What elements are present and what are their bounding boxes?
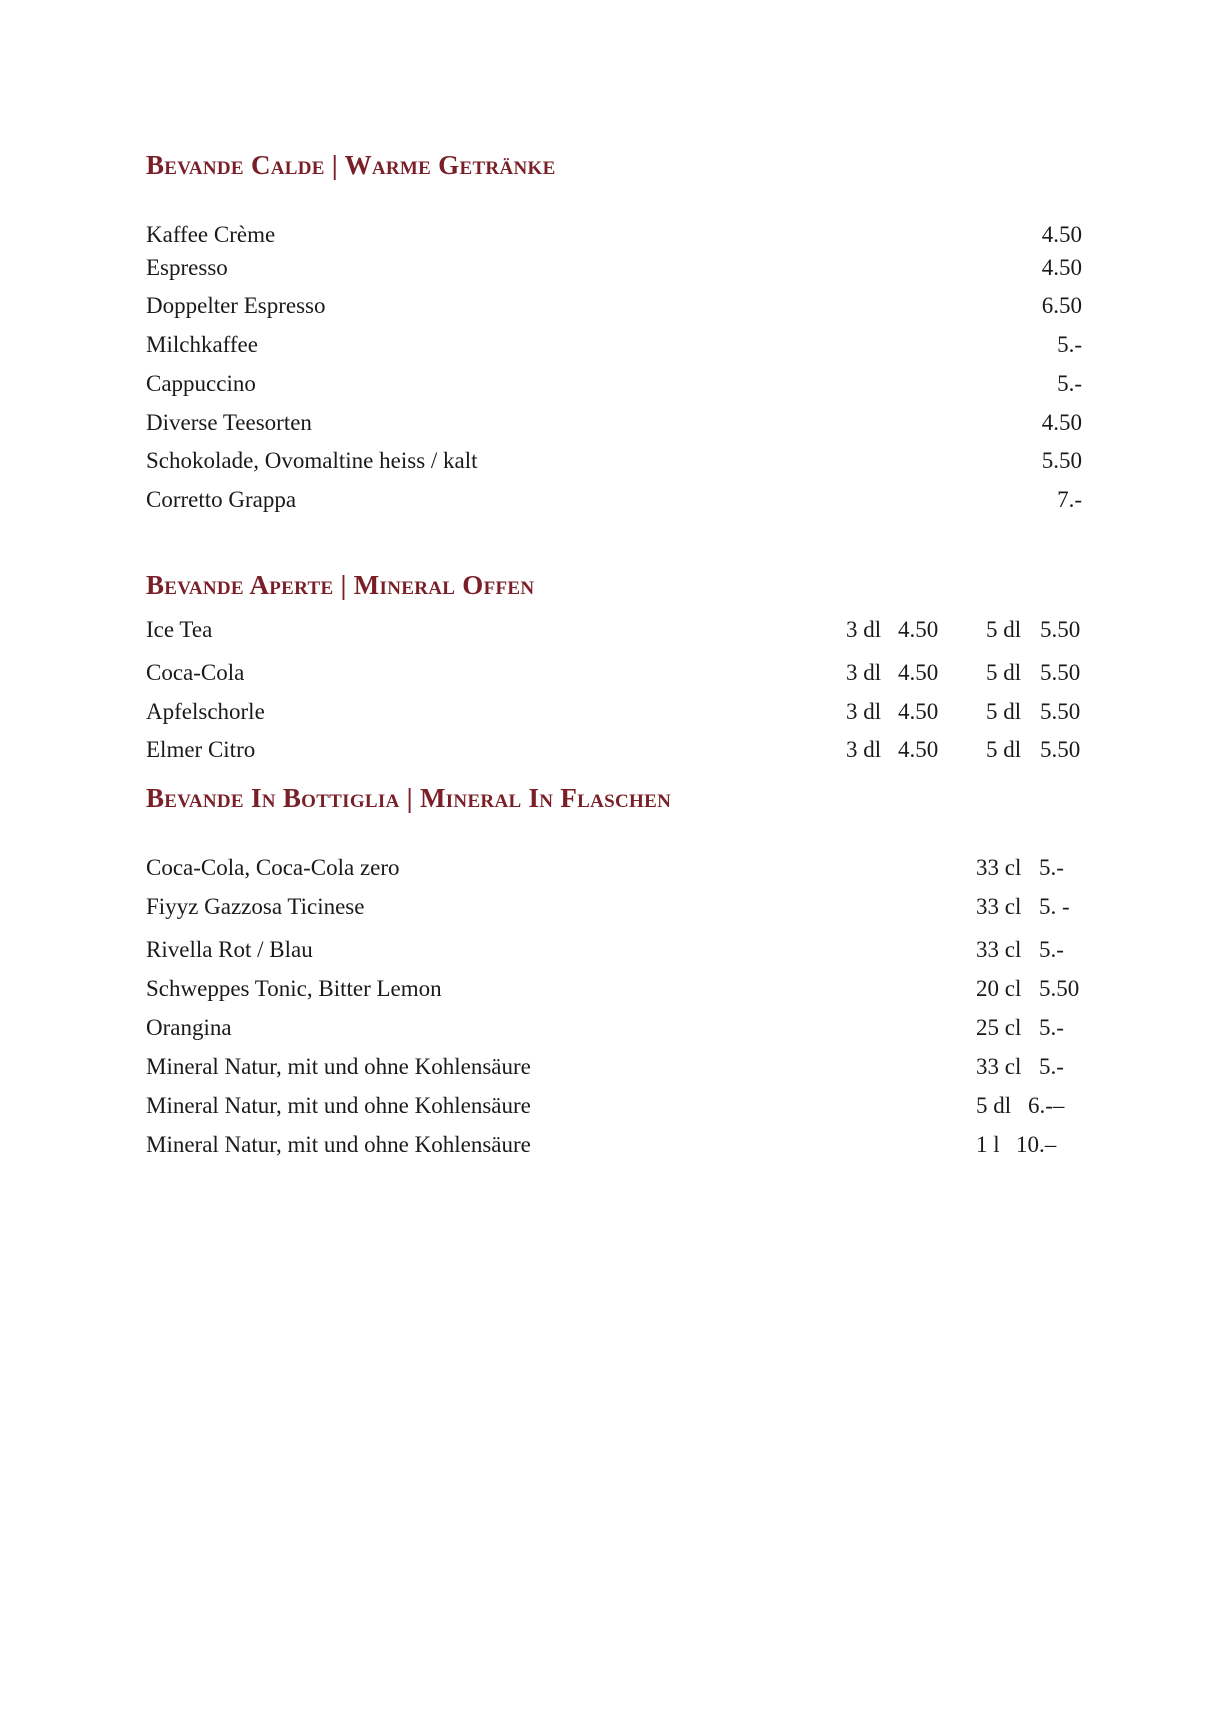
item-name: Ice Tea xyxy=(146,617,213,642)
item-price: 5.50 xyxy=(1039,976,1080,1001)
item-price: 5.- xyxy=(1057,371,1082,396)
menu-item xyxy=(146,855,1082,885)
menu-item xyxy=(146,894,1082,924)
item-name: Milchkaffee xyxy=(146,332,258,357)
item-size-small: 3 dl xyxy=(846,617,882,642)
item-name: Mineral Natur, mit und ohne Kohlensäure xyxy=(146,1132,531,1157)
item-name: Rivella Rot / Blau xyxy=(146,937,313,962)
menu-item xyxy=(146,293,1082,323)
item-size: 33 cl xyxy=(976,855,1022,880)
menu-item xyxy=(146,1054,1082,1084)
item-name: Diverse Teesorten xyxy=(146,410,312,435)
item-name: Coca-Cola, Coca-Cola zero xyxy=(146,855,400,880)
item-size: 33 cl xyxy=(976,1054,1022,1079)
item-name: Espresso xyxy=(146,255,228,280)
item-price: 6.50 xyxy=(1041,293,1082,318)
menu-item xyxy=(146,660,1082,690)
item-price: 5.50 xyxy=(1041,448,1082,473)
item-price: 10.– xyxy=(1016,1132,1057,1157)
menu-item xyxy=(146,699,1082,729)
item-size: 33 cl xyxy=(976,937,1022,962)
menu-item xyxy=(146,487,1082,517)
item-name: Orangina xyxy=(146,1015,232,1040)
item-price-large: 5.50 xyxy=(1040,617,1081,642)
item-name: Doppelter Espresso xyxy=(146,293,326,318)
item-price: 4.50 xyxy=(1041,410,1082,435)
item-name: Mineral Natur, mit und ohne Kohlensäure xyxy=(146,1054,531,1079)
item-name: Coca-Cola xyxy=(146,660,245,685)
item-price-small: 4.50 xyxy=(898,699,939,724)
item-price-large: 5.50 xyxy=(1040,737,1081,762)
item-size-small: 3 dl xyxy=(846,737,882,762)
section-heading-bottled-drinks: Bevande In Bottiglia | Mineral In Flaschen xyxy=(146,783,672,813)
menu-item xyxy=(146,1132,1082,1162)
item-price: 4.50 xyxy=(1041,255,1082,280)
item-size: 33 cl xyxy=(976,894,1022,919)
item-size: 25 cl xyxy=(976,1015,1022,1040)
item-price-large: 5.50 xyxy=(1040,699,1081,724)
item-name: Elmer Citro xyxy=(146,737,256,762)
menu-item xyxy=(146,222,1082,252)
item-price: 5. - xyxy=(1039,894,1070,919)
item-size-small: 3 dl xyxy=(846,699,882,724)
item-name: Fiyyz Gazzosa Ticinese xyxy=(146,894,365,919)
item-price-small: 4.50 xyxy=(898,737,939,762)
item-name: Schokolade, Ovomaltine heiss / kalt xyxy=(146,448,478,473)
menu-item xyxy=(146,332,1082,362)
menu-item xyxy=(146,737,1082,767)
item-size-large: 5 dl xyxy=(986,737,1022,762)
item-size-large: 5 dl xyxy=(986,699,1022,724)
item-size-large: 5 dl xyxy=(986,660,1022,685)
item-size: 5 dl xyxy=(976,1093,1012,1118)
item-size: 20 cl xyxy=(976,976,1022,1001)
item-price: 4.50 xyxy=(1041,222,1082,247)
item-price-small: 4.50 xyxy=(898,617,939,642)
menu-item xyxy=(146,410,1082,440)
item-name: Apfelschorle xyxy=(146,699,265,724)
item-price-large: 5.50 xyxy=(1040,660,1081,685)
section-heading-open-drinks: Bevande Aperte | Mineral Offen xyxy=(146,570,535,600)
item-price: 5.- xyxy=(1039,1054,1064,1079)
item-size-large: 5 dl xyxy=(986,617,1022,642)
item-size: 1 l xyxy=(976,1132,1000,1157)
item-name: Cappuccino xyxy=(146,371,256,396)
item-price: 5.- xyxy=(1057,332,1082,357)
item-price-small: 4.50 xyxy=(898,660,939,685)
item-name: Schweppes Tonic, Bitter Lemon xyxy=(146,976,442,1001)
item-price: 5.- xyxy=(1039,1015,1064,1040)
section-heading-hot-drinks: Bevande Calde | Warme Getränke xyxy=(146,150,556,180)
item-name: Corretto Grappa xyxy=(146,487,297,512)
menu-item xyxy=(146,255,1082,285)
item-size-small: 3 dl xyxy=(846,660,882,685)
item-name: Mineral Natur, mit und ohne Kohlensäure xyxy=(146,1093,531,1118)
item-price: 6.-– xyxy=(1028,1093,1065,1118)
menu-item xyxy=(146,937,1082,967)
menu-item xyxy=(146,1015,1082,1045)
menu-item xyxy=(146,1093,1082,1123)
item-name: Kaffee Crème xyxy=(146,222,276,247)
menu-item xyxy=(146,617,1082,647)
menu-item xyxy=(146,448,1082,478)
item-price: 5.- xyxy=(1039,937,1064,962)
item-price: 7.- xyxy=(1057,487,1082,512)
menu-item xyxy=(146,371,1082,401)
menu-item xyxy=(146,976,1082,1006)
item-price: 5.- xyxy=(1039,855,1064,880)
